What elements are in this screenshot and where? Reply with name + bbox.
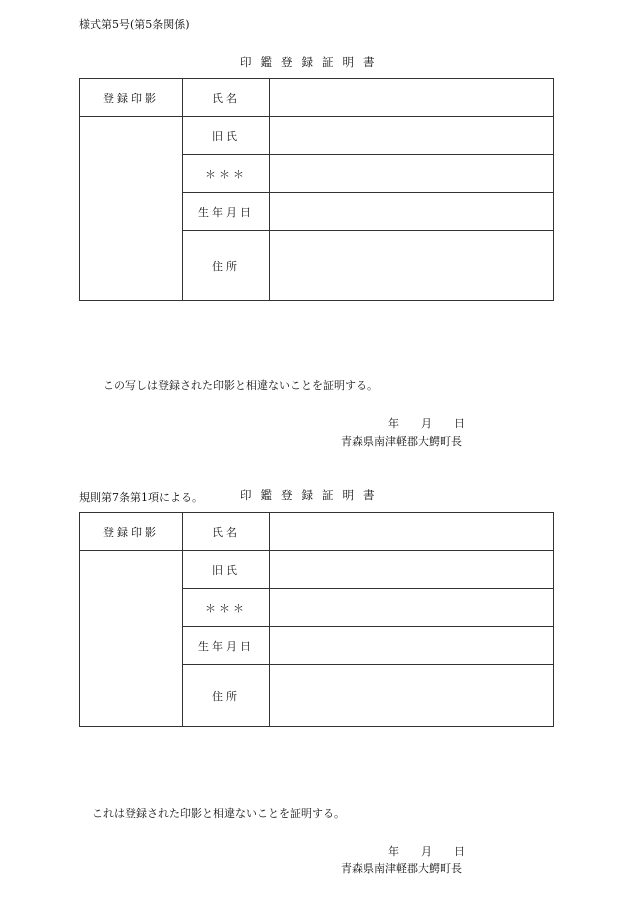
address-value bbox=[270, 665, 554, 727]
form-number-label: 様式第5号(第5条関係) bbox=[79, 18, 190, 31]
date-line: 年 月 日 bbox=[388, 845, 465, 858]
name-label: 氏名 bbox=[183, 513, 270, 551]
seal-impression-area bbox=[80, 551, 183, 727]
regulation-note: 規則第7条第1項による。 bbox=[79, 491, 203, 504]
registration-table bbox=[79, 78, 554, 301]
name-value bbox=[270, 79, 554, 117]
masked-label: ＊＊＊ bbox=[183, 155, 270, 193]
address-value bbox=[270, 231, 554, 301]
seal-header-cell: 登録印影 bbox=[80, 79, 183, 117]
birthdate-value bbox=[270, 193, 554, 231]
registration-table bbox=[79, 512, 554, 727]
birthdate-value bbox=[270, 627, 554, 665]
name-value bbox=[270, 513, 554, 551]
former-name-value bbox=[270, 117, 554, 155]
former-name-label: 旧氏 bbox=[183, 117, 270, 155]
masked-value bbox=[270, 155, 554, 193]
issuer-name: 青森県南津軽郡大鰐町長 bbox=[341, 862, 462, 875]
seal-header-cell: 登録印影 bbox=[80, 513, 183, 551]
issuer-name: 青森県南津軽郡大鰐町長 bbox=[341, 435, 462, 448]
masked-value bbox=[270, 589, 554, 627]
birthdate-label: 生年月日 bbox=[183, 193, 270, 231]
address-label: 住所 bbox=[183, 231, 270, 301]
document-title: 印鑑登録証明書 bbox=[240, 55, 384, 69]
former-name-value bbox=[270, 551, 554, 589]
name-label: 氏名 bbox=[183, 79, 270, 117]
document-title: 印鑑登録証明書 bbox=[240, 488, 384, 502]
former-name-label: 旧氏 bbox=[183, 551, 270, 589]
birthdate-label: 生年月日 bbox=[183, 627, 270, 665]
date-line: 年 月 日 bbox=[388, 417, 465, 430]
certification-text: これは登録された印影と相違ないことを証明する。 bbox=[92, 807, 345, 820]
certification-text: この写しは登録された印影と相違ないことを証明する。 bbox=[103, 379, 378, 392]
address-label: 住所 bbox=[183, 665, 270, 727]
masked-label: ＊＊＊ bbox=[183, 589, 270, 627]
seal-impression-area bbox=[80, 117, 183, 301]
